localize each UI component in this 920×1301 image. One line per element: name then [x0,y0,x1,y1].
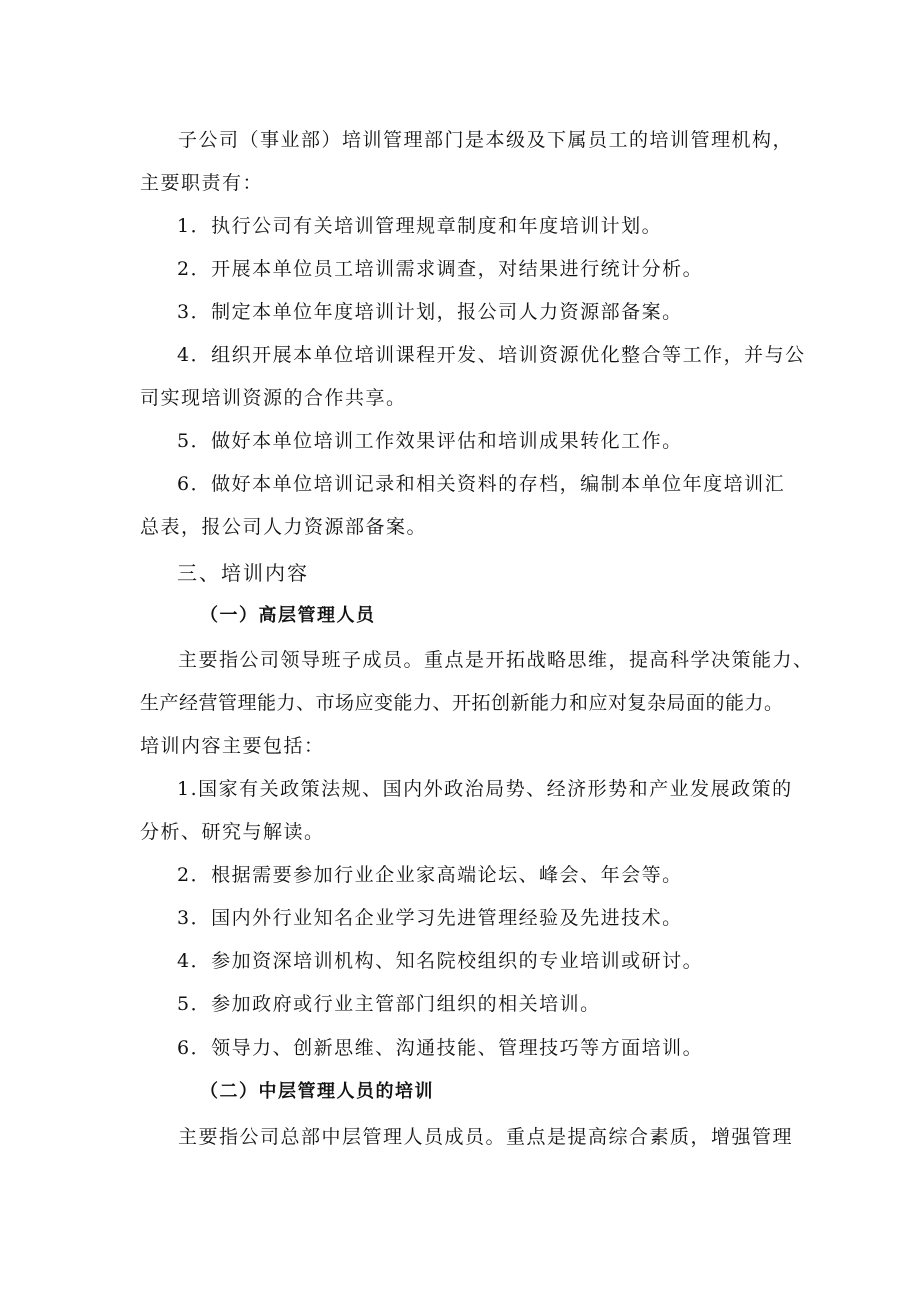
senior-item-1-line-1: 1.国家有关政策法规、国内外政治局势、经济形势和产业发展政策的 [177,778,793,800]
senior-item-1-line-2: 分析、研究与解读。 [140,821,325,843]
duty-5: 5．做好本单位培训工作效果评估和培训成果转化工作。 [177,430,683,452]
senior-item-5: 5．参加政府或行业主管部门组织的相关培训。 [177,993,601,1015]
senior-para-line-2: 生产经营管理能力、市场应变能力、开拓创新能力和应对复杂局面的能力。 [140,692,784,714]
duty-6-line-2: 总表，报公司人力资源部备案。 [140,516,428,538]
senior-para-line-3: 培训内容主要包括： [140,735,325,757]
senior-item-2: 2．根据需要参加行业企业家高端论坛、峰会、年会等。 [177,864,683,886]
senior-item-6: 6．领导力、创新思维、沟通技能、管理技巧等方面培训。 [177,1037,704,1059]
intro-line-2: 主要职责有： [140,172,264,194]
middle-para-line-1: 主要指公司总部中层管理人员成员。重点是提高综合素质，增强管理 [178,1126,794,1148]
senior-item-3: 3．国内外行业知名企业学习先进管理经验及先进技术。 [177,907,683,929]
senior-para-line-1: 主要指公司领导班子成员。重点是开拓战略思维，提高科学决策能力、 [178,649,814,671]
duty-6-line-1: 6．做好本单位培训记录和相关资料的存档，编制本单位年度培训汇 [177,473,786,495]
duty-2: 2．开展本单位员工培训需求调查，对结果进行统计分析。 [177,258,704,280]
duty-4-line-1: 4．组织开展本单位培训课程开发、培训资源优化整合等工作，并与公 [177,344,806,366]
section-heading-training-content: 三、培训内容 [177,561,309,585]
duty-3: 3．制定本单位年度培训计划，报公司人力资源部备案。 [177,301,683,323]
duty-1: 1．执行公司有关培训管理规章制度和年度培训计划。 [177,215,663,237]
intro-line-1: 子公司（事业部）培训管理部门是本级及下属员工的培训管理机构， [178,129,794,151]
subheading-middle-managers: （二）中层管理人员的培训 [200,1081,434,1102]
senior-item-4: 4．参加资深培训机构、知名院校组织的专业培训或研讨。 [177,950,704,972]
subheading-senior-managers: （一）高层管理人员 [200,605,376,626]
duty-4-line-2: 司实现培训资源的合作共享。 [140,387,407,409]
